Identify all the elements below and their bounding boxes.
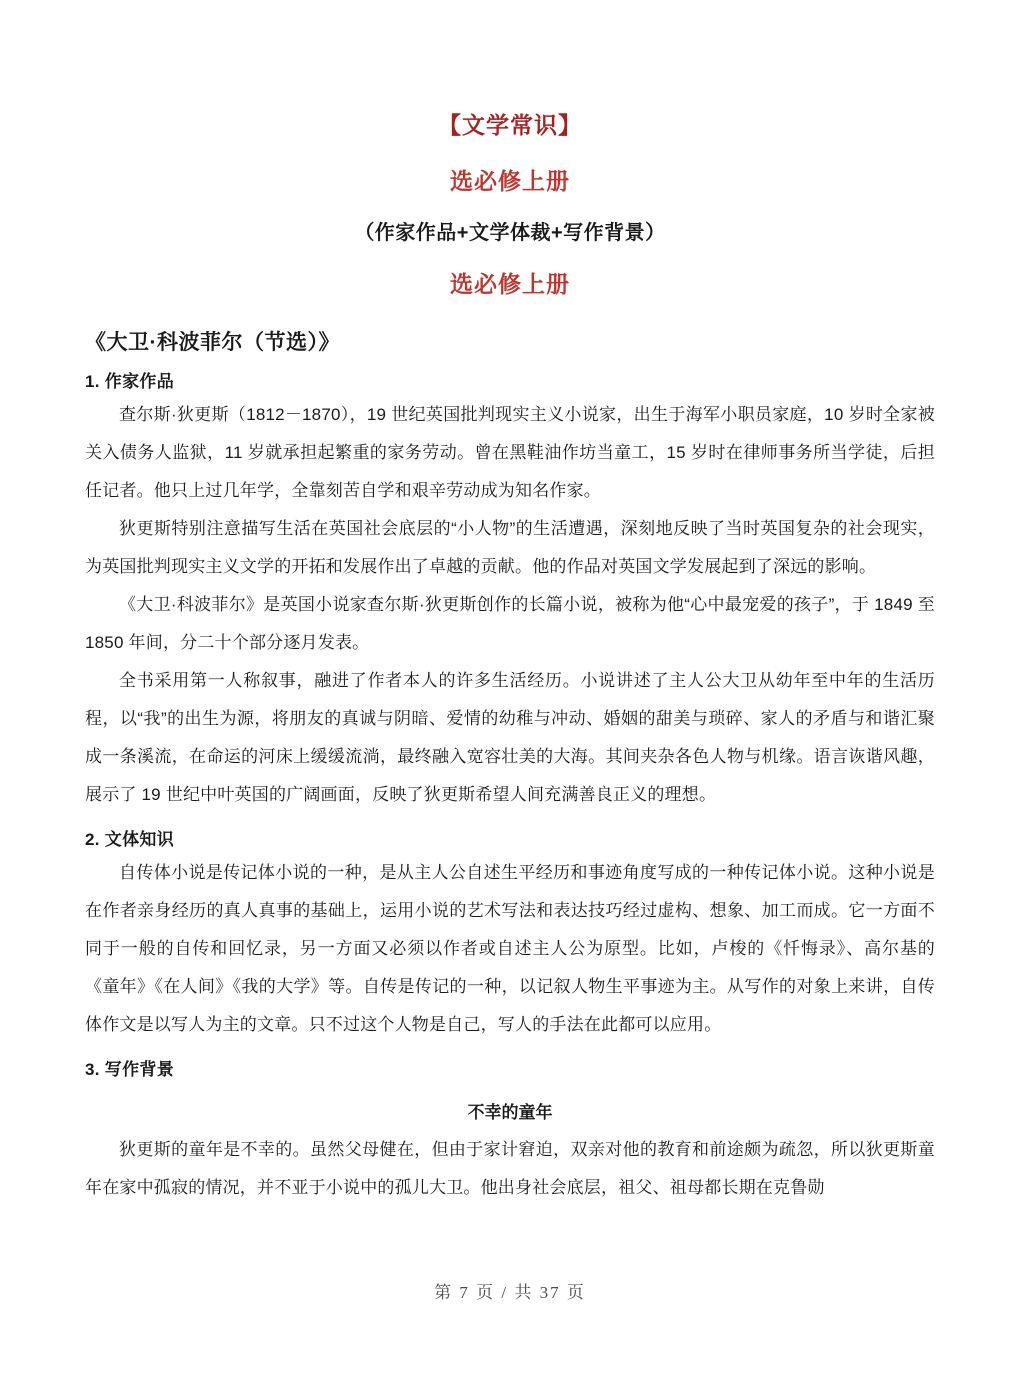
paragraph: 查尔斯·狄更斯（1812－1870），19 世纪英国批判现实主义小说家，出生于海军小职员家庭，10 岁时全家被关入债务人监狱，11 岁就承担起繁重的家务劳动。曾在黑鞋油作坊当童工，15 岁时在律师事务所当学徒，后担任记者。他只上过几年学，全靠刻苦自学和艰辛劳动成为知名作家。 [85,404,935,500]
section-heading-1: 1. 作家作品 [85,372,175,392]
document-title-subtitle-2: 选必修上册 [450,271,570,298]
section-heading-3: 3. 写作背景 [85,1059,175,1079]
page-footer: 第 7 页 / 共 37 页 [434,1283,586,1302]
document-title-parenthetical: （作家作品+文学体裁+写作背景） [354,222,666,245]
work-title: 《大卫·科波菲尔（节选）》 [85,330,340,354]
paragraph: 自传体小说是传记体小说的一种，是从主人公自述生平经历和事迹角度写成的一种传记体小说。这种小说是在作者亲身经历的真人真事的基础上，运用小说的艺术写法和表达技巧经过虚构、想象、加工而成。它一方面不同于一般的自传和回忆录，另一方面又必须以作者或自述主人公为原型。比如，卢梭的《忏悔录》、高尔基的《童年》《在人间》《我的大学》等。自传是传记的一种，以记叙人物生平事迹为主。从写作的对象上来讲，自传体作文是以写人为主的文章。只不过这个人物是自己，写人的手法在此都可以应用。 [85,862,935,1034]
paragraph: 《大卫·科波菲尔》是英国小说家查尔斯·狄更斯创作的长篇小说，被称为他“心中最宠爱的孩子”，于 1849 至 1850 年间，分二十个部分逐月发表。 [85,594,935,652]
section-heading-2: 2. 文体知识 [85,829,175,849]
paragraph: 狄更斯的童年是不幸的。虽然父母健在，但由于家计窘迫，双亲对他的教育和前途颇为疏忽，所以狄更斯童年在家中孤寂的情况，并不亚于小说中的孤儿大卫。他出身社会底层，祖父、祖母都长期在克鲁勋 [85,1139,935,1197]
page-content [85,0,935,1207]
document-title-main: 【文学常识】 [438,112,582,138]
paragraph: 全书采用第一人称叙事，融进了作者本人的许多生活经历。小说讲述了主人公大卫从幼年至中年的生活历程，以“我”的出生为源，将朋友的真诚与阴暗、爱情的幼稚与冲动、婚姻的甜美与琐碎、家人的矛盾与和谐汇聚成一条溪流，在命运的河床上缓缓流淌，最终融入宽容壮美的大海。其间夹杂各色人物与机缘。语言诙谐风趣，展示了 19 世纪中叶英国的广阔画面，反映了狄更斯希望人间充满善良正义的理想。 [85,670,935,804]
section-subheading-unhappy-childhood: 不幸的童年 [467,1103,553,1123]
paragraph: 狄更斯特别注意描写生活在英国社会底层的“小人物”的生活遭遇，深刻地反映了当时英国复杂的社会现实，为英国批判现实主义文学的开拓和发展作出了卓越的贡献。他的作品对英国文学发展起到了深远的影响。 [85,518,935,576]
document-title-subtitle-1: 选必修上册 [450,167,570,194]
